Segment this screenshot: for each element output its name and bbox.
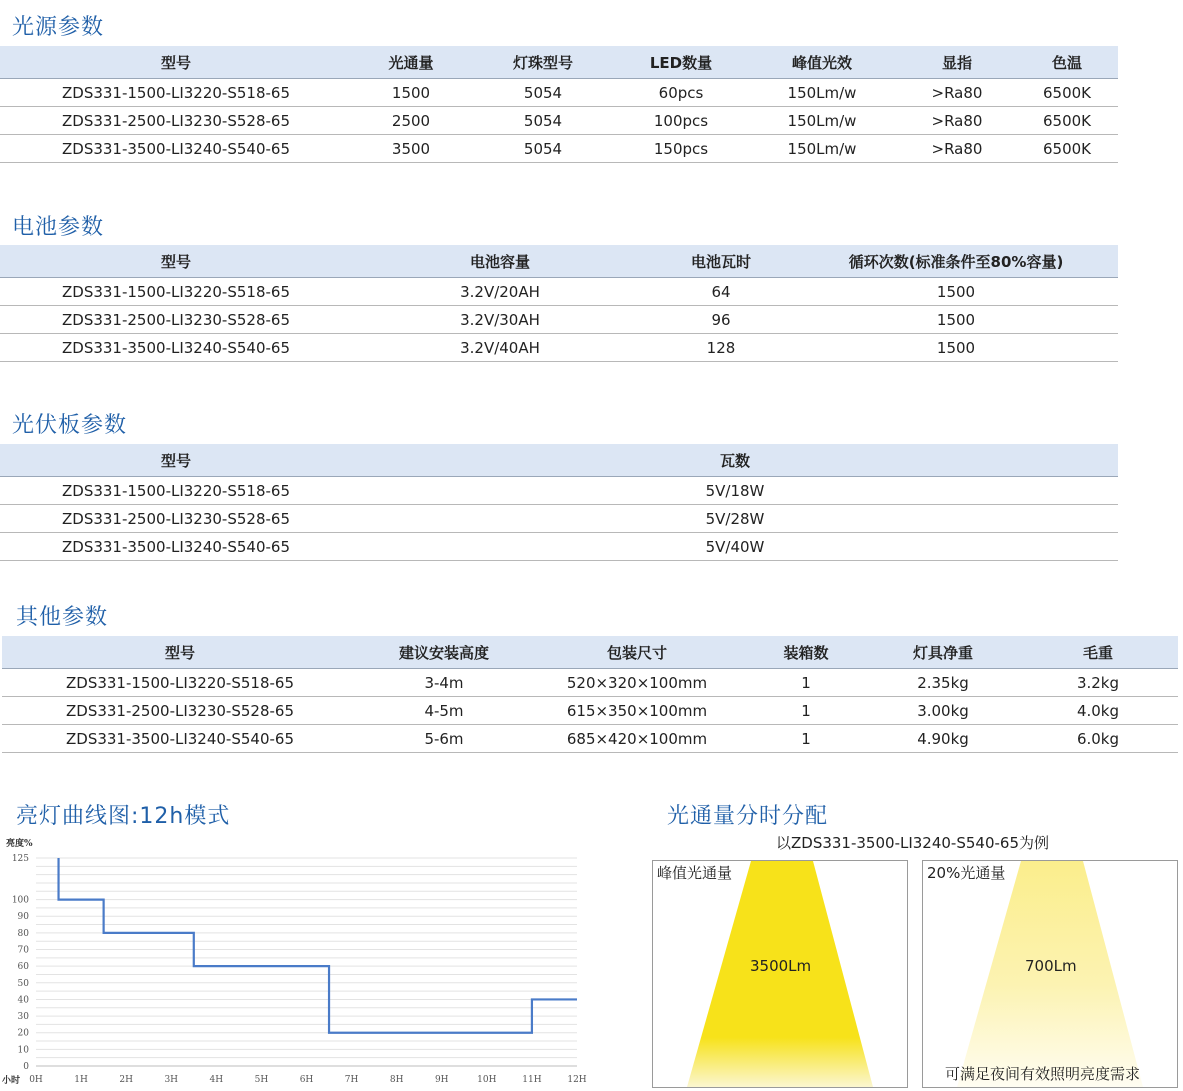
column-header: 装箱数 xyxy=(744,636,868,669)
table-cell: 4-5m xyxy=(358,697,530,725)
table-cell: 6500K xyxy=(1016,79,1118,107)
table-row xyxy=(0,477,1118,505)
x-tick-label: 0H xyxy=(29,1075,43,1085)
peak-flux-label: 峰值光通量 xyxy=(657,864,733,882)
y-tick-label: 100 xyxy=(11,895,29,906)
x-tick-label: 8H xyxy=(389,1075,404,1085)
other-params-table xyxy=(2,636,1178,753)
table-cell: 1 xyxy=(744,725,868,753)
table-row xyxy=(0,278,1118,306)
y-tick-label: 70 xyxy=(17,945,29,956)
table-cell: 3.00kg xyxy=(868,697,1018,725)
x-tick-label: 10H xyxy=(477,1075,497,1085)
column-header: 型号 xyxy=(0,46,352,79)
peak-flux-value: 3500Lm xyxy=(750,957,812,975)
table-cell: 2.35kg xyxy=(868,669,1018,697)
y-tick-label: 30 xyxy=(17,1012,29,1023)
table-row xyxy=(2,725,1178,753)
column-header: 建议安装高度 xyxy=(358,636,530,669)
y-tick-label: 125 xyxy=(11,854,29,864)
table-cell: ZDS331-3500-LI3240-S540-65 xyxy=(0,334,352,362)
x-axis-title: 小时 xyxy=(2,1076,21,1085)
x-tick-label: 12H xyxy=(567,1075,587,1085)
table-cell: 3.2kg xyxy=(1018,669,1178,697)
table-row xyxy=(0,135,1118,163)
y-tick-label: 50 xyxy=(17,978,29,989)
table-cell: 150Lm/w xyxy=(746,135,898,163)
flux-title: 光通量分时分配 xyxy=(667,804,829,829)
table-cell: 5-6m xyxy=(358,725,530,753)
x-tick-label: 6H xyxy=(299,1075,314,1085)
table-cell: ZDS331-2500-LI3230-S528-65 xyxy=(0,306,352,334)
table-cell: >Ra80 xyxy=(898,79,1016,107)
battery-table xyxy=(0,245,1118,362)
x-tick-label: 5H xyxy=(254,1075,269,1085)
column-header: 灯具净重 xyxy=(868,636,1018,669)
table-cell: 5V/28W xyxy=(352,505,1118,533)
table-cell: 1500 xyxy=(794,334,1118,362)
column-header: 型号 xyxy=(0,245,352,278)
table-cell: 5V/18W xyxy=(352,477,1118,505)
table-cell: 96 xyxy=(648,306,794,334)
table-cell: ZDS331-1500-LI3220-S518-65 xyxy=(0,79,352,107)
table-cell: 1500 xyxy=(352,79,470,107)
table-row xyxy=(2,669,1178,697)
table-cell: 1 xyxy=(744,669,868,697)
x-tick-label: 3H xyxy=(164,1075,179,1085)
solar-panel-table xyxy=(0,444,1118,561)
column-header: 型号 xyxy=(0,444,352,477)
y-tick-label: 90 xyxy=(17,912,29,923)
table-cell: 1500 xyxy=(794,306,1118,334)
table-row xyxy=(2,697,1178,725)
table-cell: 128 xyxy=(648,334,794,362)
column-header: 电池瓦时 xyxy=(648,245,794,278)
light-source-title: 光源参数 xyxy=(12,15,105,40)
table-cell: 150Lm/w xyxy=(746,79,898,107)
table-cell: 685×420×100mm xyxy=(530,725,744,753)
table-row xyxy=(0,334,1118,362)
column-header: 峰值光效 xyxy=(746,46,898,79)
table-cell: ZDS331-2500-LI3230-S528-65 xyxy=(0,107,352,135)
table-cell: 60pcs xyxy=(616,79,746,107)
table-cell: 1 xyxy=(744,697,868,725)
column-header: LED数量 xyxy=(616,46,746,79)
y-tick-label: 10 xyxy=(17,1045,29,1056)
table-cell: 4.0kg xyxy=(1018,697,1178,725)
brightness-series-line xyxy=(59,858,577,1033)
table-cell: 3.2V/30AH xyxy=(352,306,648,334)
table-cell: ZDS331-1500-LI3220-S518-65 xyxy=(0,477,352,505)
y-tick-label: 0 xyxy=(23,1062,29,1072)
x-tick-label: 4H xyxy=(209,1075,224,1085)
peak-flux-panel xyxy=(652,860,908,1088)
table-header-row xyxy=(0,46,1118,79)
table-cell: 1500 xyxy=(794,278,1118,306)
table-cell: 100pcs xyxy=(616,107,746,135)
solar-panel-title: 光伏板参数 xyxy=(12,413,128,438)
low-flux-note: 可满足夜间有效照明亮度需求 xyxy=(945,1065,1141,1083)
table-cell: ZDS331-1500-LI3220-S518-65 xyxy=(0,278,352,306)
table-cell: ZDS331-1500-LI3220-S518-65 xyxy=(2,669,358,697)
column-header: 瓦数 xyxy=(352,444,1118,477)
column-header: 电池容量 xyxy=(352,245,648,278)
table-cell: 3500 xyxy=(352,135,470,163)
light-source-table xyxy=(0,46,1118,163)
table-cell: 150pcs xyxy=(616,135,746,163)
column-header: 包装尺寸 xyxy=(530,636,744,669)
curve-title: 亮灯曲线图:12h模式 xyxy=(16,804,231,829)
low-flux-label: 20%光通量 xyxy=(927,864,1006,882)
table-header-row xyxy=(2,636,1178,669)
y-axis-title: 亮度% xyxy=(6,839,33,849)
table-row xyxy=(0,79,1118,107)
column-header: 色温 xyxy=(1016,46,1118,79)
table-row xyxy=(0,505,1118,533)
column-header: 显指 xyxy=(898,46,1016,79)
table-cell: 6500K xyxy=(1016,107,1118,135)
table-cell: ZDS331-2500-LI3230-S528-65 xyxy=(0,505,352,533)
y-tick-label: 40 xyxy=(17,995,29,1006)
table-header-row xyxy=(0,245,1118,278)
y-tick-label: 20 xyxy=(17,1028,29,1039)
table-header-row xyxy=(0,444,1118,477)
table-cell: 150Lm/w xyxy=(746,107,898,135)
column-header: 毛重 xyxy=(1018,636,1178,669)
table-cell: ZDS331-2500-LI3230-S528-65 xyxy=(2,697,358,725)
table-cell: 6500K xyxy=(1016,135,1118,163)
y-tick-label: 80 xyxy=(17,928,29,939)
table-cell: 5V/40W xyxy=(352,533,1118,561)
table-cell: 4.90kg xyxy=(868,725,1018,753)
table-cell: ZDS331-3500-LI3240-S540-65 xyxy=(0,135,352,163)
table-cell: ZDS331-3500-LI3240-S540-65 xyxy=(2,725,358,753)
column-header: 光通量 xyxy=(352,46,470,79)
column-header: 灯珠型号 xyxy=(470,46,616,79)
table-cell: >Ra80 xyxy=(898,107,1016,135)
other-params-title: 其他参数 xyxy=(16,605,109,630)
table-cell: 5054 xyxy=(470,107,616,135)
table-cell: >Ra80 xyxy=(898,135,1016,163)
column-header: 循环次数(标准条件至80%容量) xyxy=(794,245,1118,278)
table-cell: ZDS331-3500-LI3240-S540-65 xyxy=(0,533,352,561)
table-cell: 5054 xyxy=(470,79,616,107)
x-tick-label: 11H xyxy=(522,1075,542,1085)
x-tick-label: 2H xyxy=(119,1075,133,1085)
table-cell: 3-4m xyxy=(358,669,530,697)
table-cell: 3.2V/20AH xyxy=(352,278,648,306)
battery-title: 电池参数 xyxy=(12,215,105,240)
x-tick-label: 7H xyxy=(344,1075,359,1085)
column-header: 型号 xyxy=(2,636,358,669)
brightness-curve-chart xyxy=(0,835,600,1085)
table-cell: 520×320×100mm xyxy=(530,669,744,697)
table-cell: 5054 xyxy=(470,135,616,163)
table-row xyxy=(0,533,1118,561)
x-tick-label: 1H xyxy=(74,1075,88,1085)
y-tick-label: 60 xyxy=(17,962,29,973)
table-cell: 3.2V/40AH xyxy=(352,334,648,362)
low-flux-panel xyxy=(922,860,1178,1088)
flux-subtitle: 以ZDS331-3500-LI3240-S540-65为例 xyxy=(776,834,1049,852)
table-row xyxy=(0,107,1118,135)
x-tick-label: 9H xyxy=(434,1075,449,1085)
table-row xyxy=(0,306,1118,334)
low-flux-value: 700Lm xyxy=(1025,957,1077,975)
table-cell: 615×350×100mm xyxy=(530,697,744,725)
table-cell: 6.0kg xyxy=(1018,725,1178,753)
table-cell: 2500 xyxy=(352,107,470,135)
table-cell: 64 xyxy=(648,278,794,306)
